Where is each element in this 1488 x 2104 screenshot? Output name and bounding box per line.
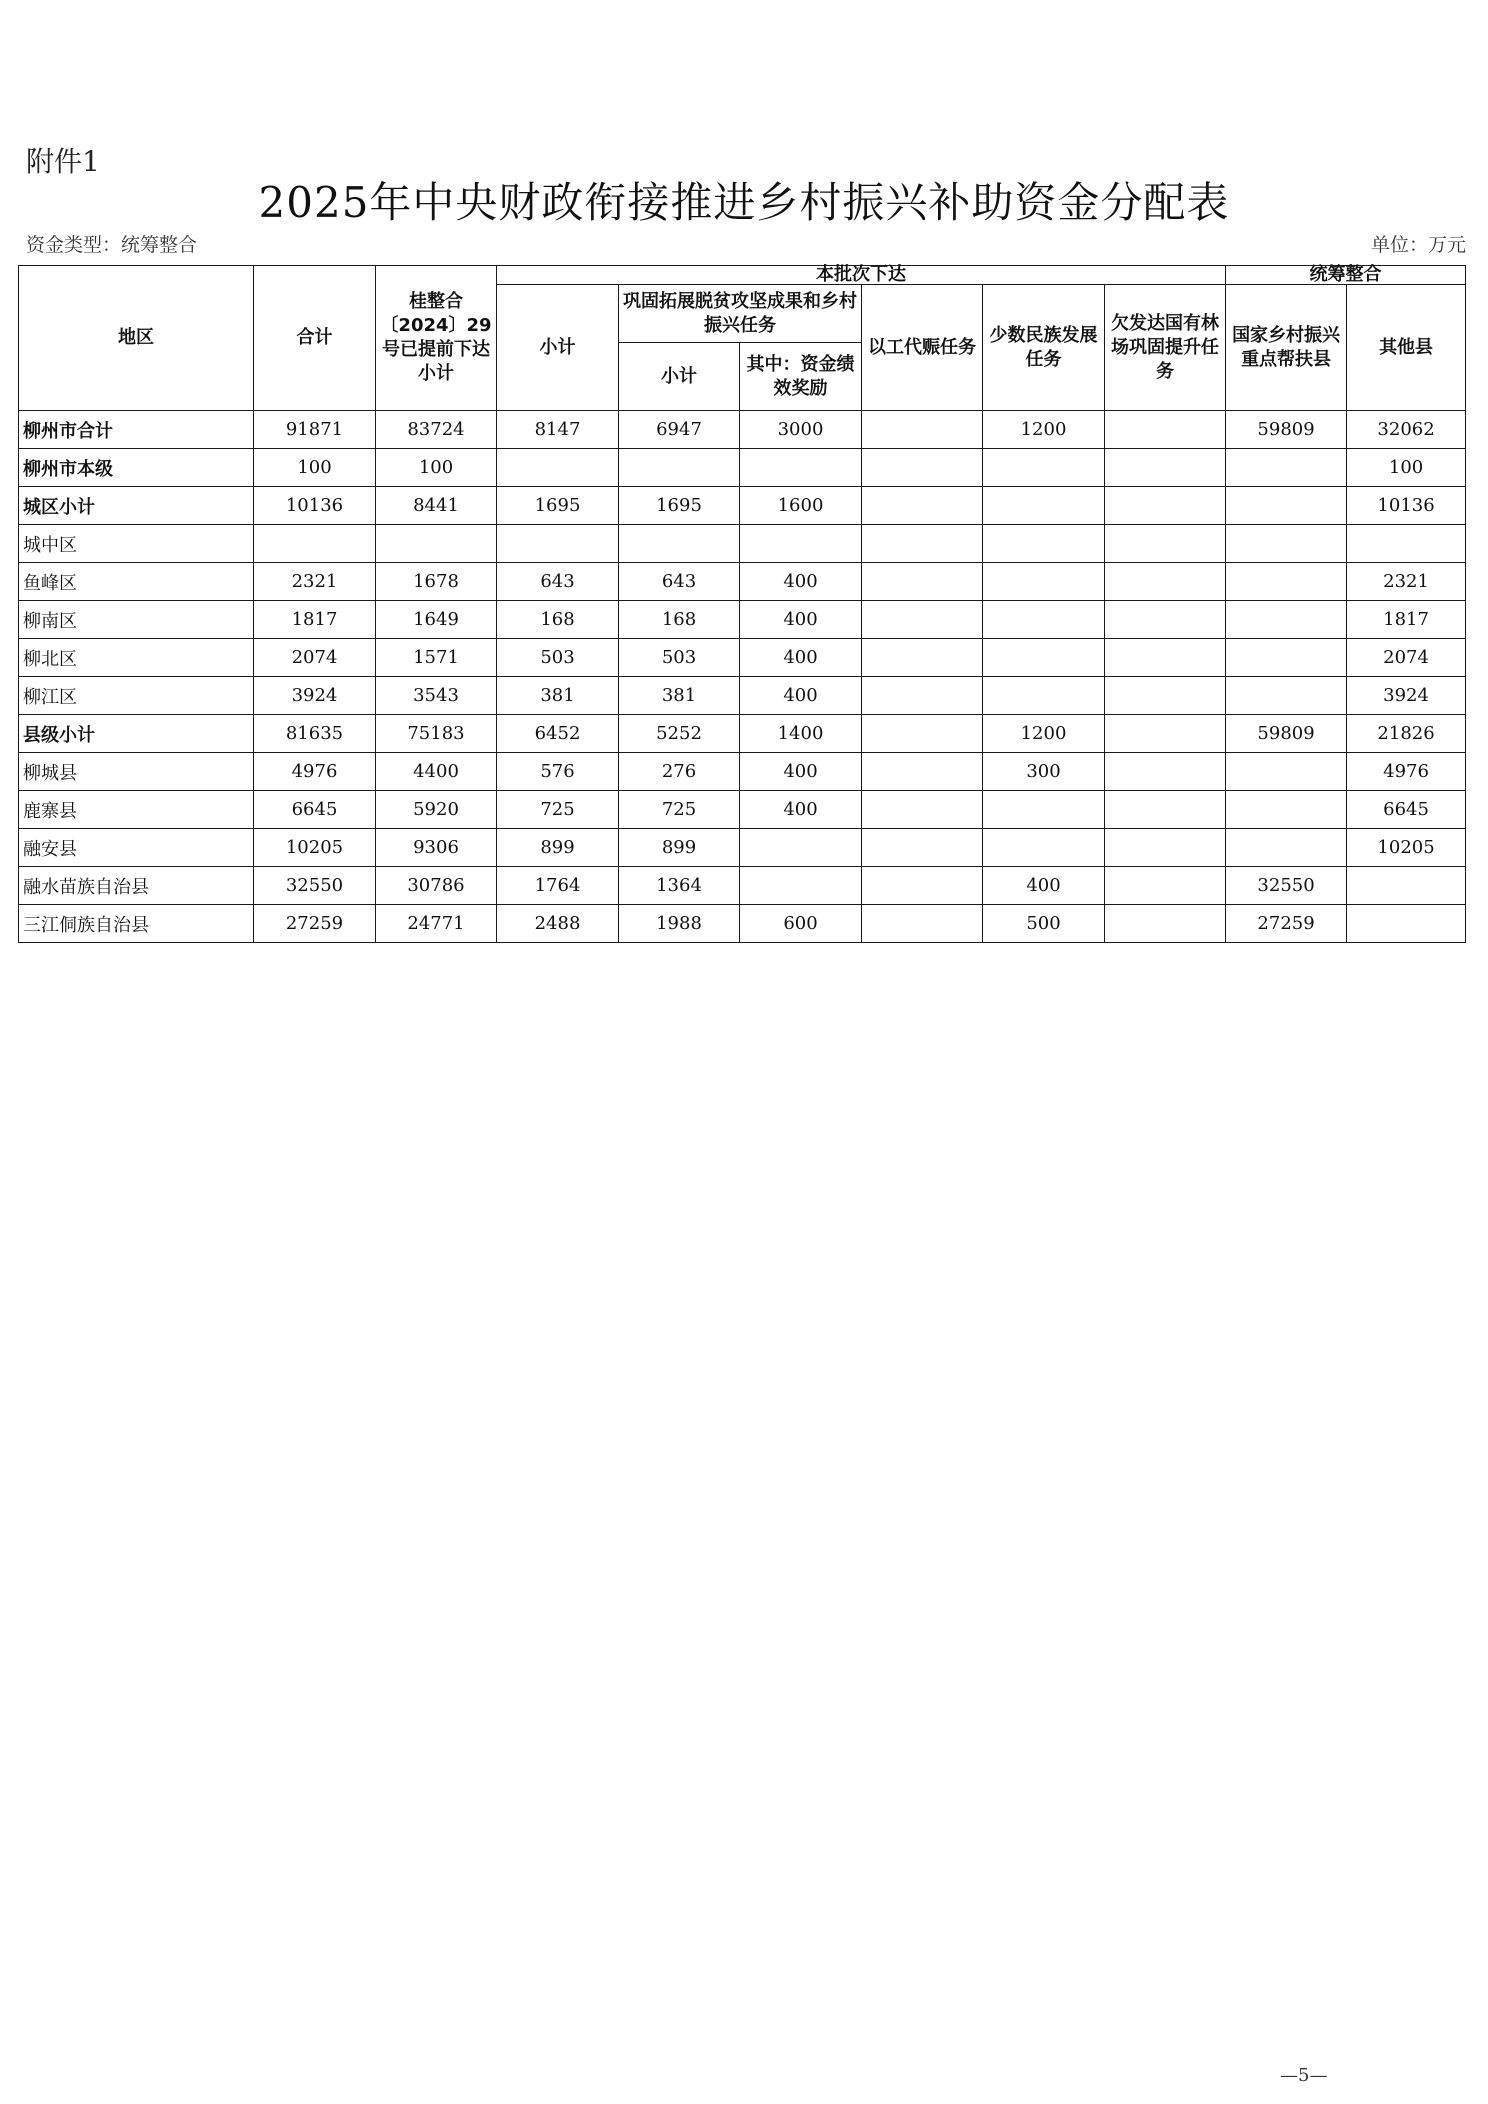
cell-advance: 8441 <box>376 487 497 525</box>
header-work-relief: 以工代赈任务 <box>862 285 983 411</box>
cell-cons: 725 <box>619 791 740 829</box>
cell-other: 2074 <box>1347 639 1466 677</box>
cell-advance: 3543 <box>376 677 497 715</box>
cell-key <box>1226 601 1347 639</box>
header-consolidate-subtotal: 小计 <box>619 343 740 411</box>
cell-other: 32062 <box>1347 411 1466 449</box>
cell-batch: 899 <box>497 829 619 867</box>
header-region: 地区 <box>19 266 254 411</box>
cell-cons: 899 <box>619 829 740 867</box>
cell-advance: 24771 <box>376 905 497 943</box>
cell-award: 1600 <box>740 487 862 525</box>
cell-other <box>1347 867 1466 905</box>
table-row <box>19 829 1466 867</box>
cell-region: 鹿寨县 <box>19 791 254 829</box>
cell-forestry <box>1105 715 1226 753</box>
cell-total <box>254 525 376 563</box>
cell-award: 400 <box>740 601 862 639</box>
cell-minority <box>983 563 1105 601</box>
cell-cons: 381 <box>619 677 740 715</box>
cell-minority: 1200 <box>983 715 1105 753</box>
cell-total: 10205 <box>254 829 376 867</box>
cell-advance: 1571 <box>376 639 497 677</box>
cell-cons: 5252 <box>619 715 740 753</box>
cell-advance: 5920 <box>376 791 497 829</box>
cell-total: 32550 <box>254 867 376 905</box>
cell-batch <box>497 449 619 487</box>
cell-batch: 503 <box>497 639 619 677</box>
cell-forestry <box>1105 791 1226 829</box>
cell-key <box>1226 449 1347 487</box>
cell-other: 2321 <box>1347 563 1466 601</box>
cell-work <box>862 867 983 905</box>
cell-region: 柳城县 <box>19 753 254 791</box>
page-number: —5— <box>1280 2065 1328 2086</box>
fund-type-label: 资金类型：统筹整合 <box>26 234 198 256</box>
cell-other: 3924 <box>1347 677 1466 715</box>
cell-other: 10136 <box>1347 487 1466 525</box>
cell-cons <box>619 525 740 563</box>
cell-key <box>1226 487 1347 525</box>
header-forestry: 欠发达国有林场巩固提升任务 <box>1105 285 1226 411</box>
cell-key: 27259 <box>1226 905 1347 943</box>
cell-award: 600 <box>740 905 862 943</box>
cell-minority: 1200 <box>983 411 1105 449</box>
cell-forestry <box>1105 525 1226 563</box>
cell-award <box>740 867 862 905</box>
table-row <box>19 525 1466 563</box>
table-row <box>19 563 1466 601</box>
unit-label: 单位：万元 <box>1370 234 1466 256</box>
cell-total: 27259 <box>254 905 376 943</box>
cell-total: 10136 <box>254 487 376 525</box>
cell-award <box>740 449 862 487</box>
cell-minority: 400 <box>983 867 1105 905</box>
cell-award: 1400 <box>740 715 862 753</box>
cell-cons: 1364 <box>619 867 740 905</box>
cell-forestry <box>1105 829 1226 867</box>
cell-award: 3000 <box>740 411 862 449</box>
cell-advance: 1649 <box>376 601 497 639</box>
cell-other: 6645 <box>1347 791 1466 829</box>
cell-cons: 643 <box>619 563 740 601</box>
header-minority: 少数民族发展任务 <box>983 285 1105 411</box>
cell-total: 3924 <box>254 677 376 715</box>
cell-work <box>862 753 983 791</box>
cell-minority: 500 <box>983 905 1105 943</box>
cell-batch <box>497 525 619 563</box>
cell-region: 柳州市合计 <box>19 411 254 449</box>
cell-work <box>862 829 983 867</box>
cell-cons: 6947 <box>619 411 740 449</box>
cell-forestry <box>1105 753 1226 791</box>
cell-total: 91871 <box>254 411 376 449</box>
cell-work <box>862 677 983 715</box>
cell-cons: 1695 <box>619 487 740 525</box>
page-title: 2025年中央财政衔接推进乡村振兴补助资金分配表 <box>258 178 1230 227</box>
cell-award <box>740 525 862 563</box>
cell-total: 100 <box>254 449 376 487</box>
cell-key: 32550 <box>1226 867 1347 905</box>
cell-forestry <box>1105 487 1226 525</box>
header-integration: 统筹整合 <box>1226 266 1466 285</box>
header-batch-subtotal: 小计 <box>497 285 619 411</box>
cell-total: 81635 <box>254 715 376 753</box>
table-row <box>19 487 1466 525</box>
cell-region: 县级小计 <box>19 715 254 753</box>
cell-minority <box>983 677 1105 715</box>
cell-key <box>1226 829 1347 867</box>
cell-cons <box>619 449 740 487</box>
cell-region: 三江侗族自治县 <box>19 905 254 943</box>
cell-batch: 1695 <box>497 487 619 525</box>
cell-work <box>862 639 983 677</box>
cell-region: 城区小计 <box>19 487 254 525</box>
cell-batch: 725 <box>497 791 619 829</box>
header-key-county: 国家乡村振兴重点帮扶县 <box>1226 285 1347 411</box>
cell-award: 400 <box>740 791 862 829</box>
cell-work <box>862 525 983 563</box>
header-advance: 桂整合〔2024〕29号已提前下达小计 <box>376 266 497 411</box>
cell-other: 1817 <box>1347 601 1466 639</box>
cell-work <box>862 791 983 829</box>
cell-minority <box>983 829 1105 867</box>
cell-batch: 643 <box>497 563 619 601</box>
cell-forestry <box>1105 601 1226 639</box>
cell-total: 2074 <box>254 639 376 677</box>
cell-advance: 75183 <box>376 715 497 753</box>
cell-region: 融安县 <box>19 829 254 867</box>
cell-award: 400 <box>740 563 862 601</box>
cell-work <box>862 601 983 639</box>
cell-work <box>862 449 983 487</box>
table-row <box>19 715 1466 753</box>
attachment-label: 附件1 <box>26 145 100 178</box>
cell-region: 柳北区 <box>19 639 254 677</box>
cell-cons: 503 <box>619 639 740 677</box>
cell-total: 1817 <box>254 601 376 639</box>
cell-key <box>1226 753 1347 791</box>
cell-cons: 1988 <box>619 905 740 943</box>
table-row <box>19 411 1466 449</box>
cell-work <box>862 411 983 449</box>
cell-advance: 4400 <box>376 753 497 791</box>
table-row <box>19 601 1466 639</box>
cell-award: 400 <box>740 753 862 791</box>
cell-key: 59809 <box>1226 715 1347 753</box>
table-row <box>19 677 1466 715</box>
cell-key <box>1226 563 1347 601</box>
cell-batch: 2488 <box>497 905 619 943</box>
table-row <box>19 867 1466 905</box>
cell-award <box>740 829 862 867</box>
table-row <box>19 791 1466 829</box>
cell-forestry <box>1105 563 1226 601</box>
cell-batch: 1764 <box>497 867 619 905</box>
cell-other <box>1347 905 1466 943</box>
cell-cons: 276 <box>619 753 740 791</box>
cell-forestry <box>1105 867 1226 905</box>
table-row <box>19 639 1466 677</box>
header-other-county: 其他县 <box>1347 285 1466 411</box>
cell-total: 2321 <box>254 563 376 601</box>
cell-region: 柳江区 <box>19 677 254 715</box>
header-consolidate-award: 其中：资金绩效奖励 <box>740 343 862 411</box>
cell-batch: 8147 <box>497 411 619 449</box>
cell-minority <box>983 449 1105 487</box>
cell-other: 100 <box>1347 449 1466 487</box>
cell-award: 400 <box>740 639 862 677</box>
cell-work <box>862 905 983 943</box>
allocation-table <box>18 265 1466 943</box>
cell-key <box>1226 639 1347 677</box>
cell-region: 柳州市本级 <box>19 449 254 487</box>
cell-other <box>1347 525 1466 563</box>
cell-minority: 300 <box>983 753 1105 791</box>
header-total: 合计 <box>254 266 376 411</box>
cell-key <box>1226 677 1347 715</box>
cell-total: 6645 <box>254 791 376 829</box>
cell-other: 10205 <box>1347 829 1466 867</box>
cell-work <box>862 487 983 525</box>
header-this-batch: 本批次下达 <box>497 266 1226 285</box>
cell-key: 59809 <box>1226 411 1347 449</box>
cell-award: 400 <box>740 677 862 715</box>
cell-advance: 9306 <box>376 829 497 867</box>
cell-advance: 100 <box>376 449 497 487</box>
cell-forestry <box>1105 677 1226 715</box>
cell-batch: 6452 <box>497 715 619 753</box>
cell-region: 城中区 <box>19 525 254 563</box>
cell-forestry <box>1105 905 1226 943</box>
cell-minority <box>983 791 1105 829</box>
cell-advance <box>376 525 497 563</box>
cell-region: 鱼峰区 <box>19 563 254 601</box>
cell-batch: 168 <box>497 601 619 639</box>
cell-minority <box>983 487 1105 525</box>
cell-advance: 30786 <box>376 867 497 905</box>
cell-minority <box>983 639 1105 677</box>
table-row <box>19 449 1466 487</box>
cell-advance: 83724 <box>376 411 497 449</box>
cell-other: 21826 <box>1347 715 1466 753</box>
cell-key <box>1226 791 1347 829</box>
cell-work <box>862 563 983 601</box>
header-consolidate: 巩固拓展脱贫攻坚成果和乡村振兴任务 <box>619 285 862 343</box>
table-body <box>19 411 1466 943</box>
cell-other: 4976 <box>1347 753 1466 791</box>
cell-forestry <box>1105 639 1226 677</box>
cell-minority <box>983 601 1105 639</box>
cell-key <box>1226 525 1347 563</box>
cell-region: 融水苗族自治县 <box>19 867 254 905</box>
cell-batch: 576 <box>497 753 619 791</box>
cell-work <box>862 715 983 753</box>
cell-minority <box>983 525 1105 563</box>
table-row <box>19 905 1466 943</box>
cell-total: 4976 <box>254 753 376 791</box>
cell-advance: 1678 <box>376 563 497 601</box>
cell-cons: 168 <box>619 601 740 639</box>
table-row <box>19 753 1466 791</box>
cell-region: 柳南区 <box>19 601 254 639</box>
cell-batch: 381 <box>497 677 619 715</box>
cell-forestry <box>1105 411 1226 449</box>
cell-forestry <box>1105 449 1226 487</box>
